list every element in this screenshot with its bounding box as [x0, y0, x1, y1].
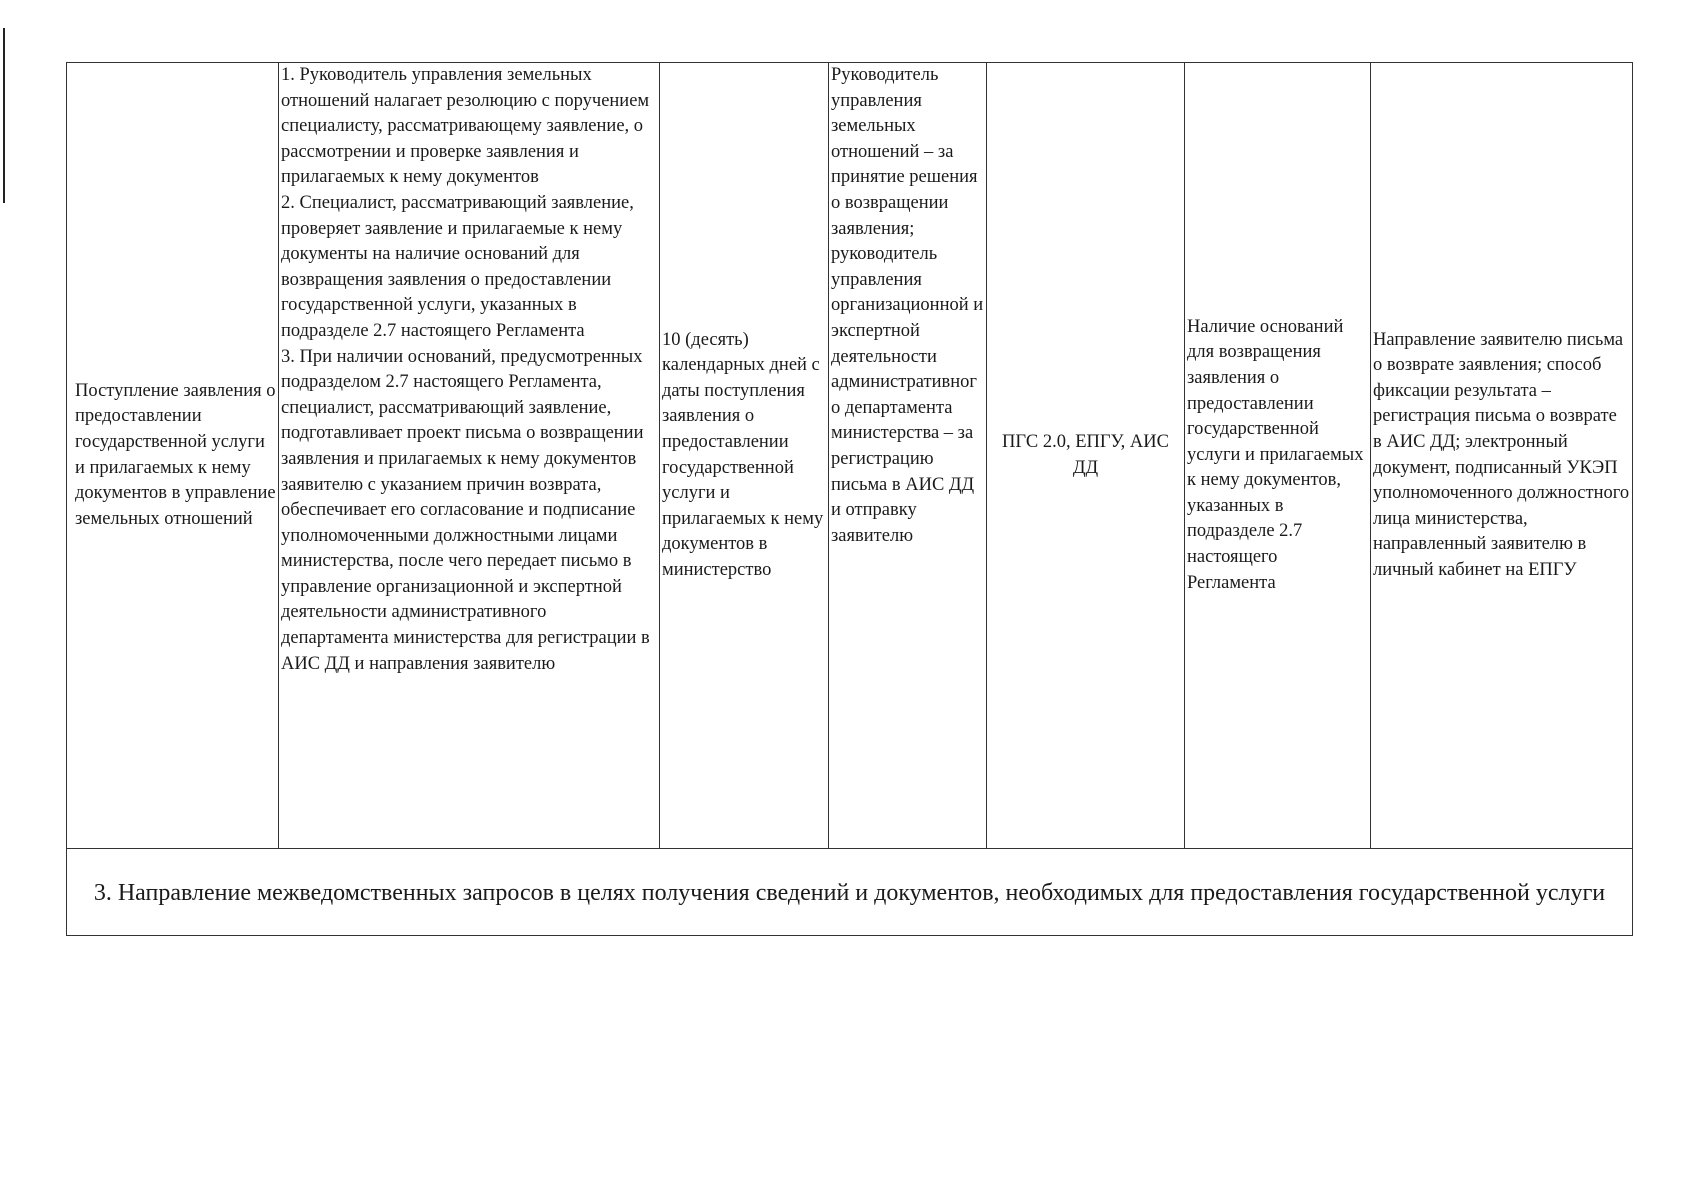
term-text: 10 (десять) календарных дней с даты поступления заявления о предоставлении государственной услуги и прилагаемых к нему документов в министерство: [662, 329, 824, 580]
stage-cell: [67, 63, 279, 849]
systems-text: ПГС 2.0, ЕПГУ, АИС ДД: [1002, 431, 1169, 478]
criteria-cell: [1185, 63, 1371, 849]
responsible-cell: [829, 63, 987, 849]
section-heading: 3. Направление межведомственных запросов в целях получения сведений и документов, необходимых для предоставления государственной услуги: [93, 879, 1606, 906]
criteria-text: Наличие оснований для возвращения заявления о предоставлении государственной услуги и прилагаемых к нему документов, указанных в подразделе 2.7 настоящего Регламента: [1187, 316, 1364, 593]
result-cell: [1371, 63, 1633, 849]
result-text: Направление заявителю письма о возврате заявления; способ фиксации результата – регистрация письма о возврате в АИС ДД; электронный документ, подписанный УКЭП уполномоченного должностного лица министерства, направленный заявителю в личный кабинет на ЕПГУ: [1373, 329, 1630, 580]
table-row: [67, 63, 1633, 849]
term-cell: [660, 63, 829, 849]
margin-line: [3, 28, 5, 203]
section-heading-cell: [67, 849, 1633, 936]
procedure-table: [66, 62, 1633, 936]
systems-cell: [987, 63, 1185, 849]
actions-text: 1. Руководитель управления земельных отношений налагает резолюцию с поручением специалисту, рассматривающему заявление, о рассмотрении и проверке заявления и прилагаемых к нему документов 2. Специалист, рассматривающий заявление, проверяет заявление и прилагаемые к нему документы на наличие оснований для возвращения заявления о предоставлении государственной услуги, указанных в подразделе 2.7 настоящего Регламента 3. При наличии оснований, предусмотренных подразделом 2.7 настоящего Регламента, специалист, рассматривающий заявление, подготавливает проект письма о возвращении заявления и прилагаемых к нему документов заявителю с указанием причин возврата, обеспечивает его согласование и подписание уполномоченными должностными лицами министерства, после чего передает письмо в управление организационной и экспертной деятельности административного департамента министерства для регистрации в АИС ДД и направления заявителю: [281, 65, 650, 674]
responsible-text: Руководитель управления земельных отношений – за принятие решения о возвращении заявления; руководитель управления организационной и экспертной деятельности административного департамента министерства – за регистрацию письма в АИС ДД и отправку заявителю: [831, 65, 984, 546]
stage-text: Поступление заявления о предоставлении государственной услуги и прилагаемых к нему документов в управление земельных отношений: [75, 380, 276, 529]
actions-cell: [279, 63, 660, 849]
section-row: [67, 849, 1633, 936]
